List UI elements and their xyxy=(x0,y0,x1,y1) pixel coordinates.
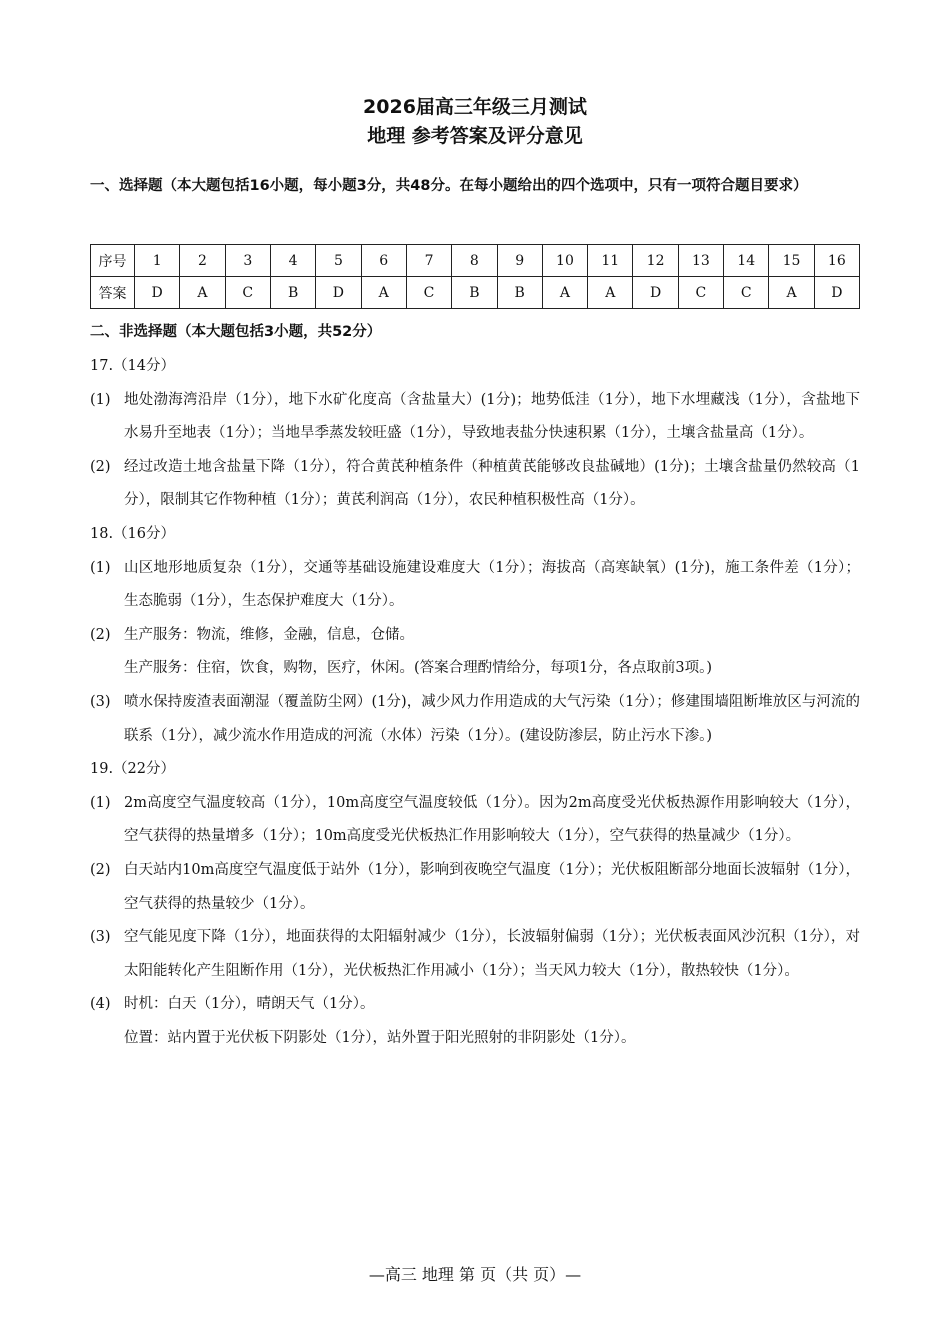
item-text: 生产服务：物流，维修，金融，信息，仓储。 xyxy=(124,626,414,643)
table-cell-answer: A xyxy=(180,277,225,309)
document-title: 2026届高三年级三月测试 xyxy=(363,96,587,118)
table-label-answer: 答案 xyxy=(91,277,135,309)
table-cell-answer: A xyxy=(769,277,814,309)
table-cell-answer: A xyxy=(361,277,406,309)
item-number: (2) xyxy=(90,626,111,643)
item-continuation: 位置：站内置于光伏板下阴影处（1分），站外置于阳光照射的非阴影处（1分）。 xyxy=(124,1029,636,1046)
question-18-label: 18.（16分） xyxy=(90,525,176,542)
table-label-number: 序号 xyxy=(91,245,135,277)
answer-item xyxy=(90,451,860,518)
table-cell-number: 3 xyxy=(225,245,270,277)
table-cell-answer: D xyxy=(814,277,859,309)
item-text: 山区地形地质复杂（1分），交通等基础设施建设难度大（1分）；海拔高（高寒缺氧）(1分)，施工条件差（1分）；生态脆弱（1分），生态保护难度大（1分）。 xyxy=(124,559,860,610)
section2-heading: 二、非选择题（本大题包括3小题，共52分） xyxy=(90,324,382,340)
table-cell-answer: C xyxy=(724,277,769,309)
item-number: (2) xyxy=(90,861,111,878)
table-cell-number: 16 xyxy=(814,245,859,277)
question-17-label: 17.（14分） xyxy=(90,358,176,374)
table-cell-answer: B xyxy=(270,277,315,309)
answer-item xyxy=(90,988,860,1022)
table-cell-number: 10 xyxy=(542,245,587,277)
document-subtitle: 地理 参考答案及评分意见 xyxy=(367,125,583,147)
question-19-label: 19.（22分） xyxy=(90,761,176,778)
table-cell-number: 7 xyxy=(406,245,451,277)
table-cell-number: 2 xyxy=(180,245,225,277)
answer-item xyxy=(90,921,860,988)
table-cell-answer: D xyxy=(633,277,678,309)
table-cell-number: 9 xyxy=(497,245,542,277)
table-cell-number: 6 xyxy=(361,245,406,277)
item-text: 时机：白天（1分），晴朗天气（1分）。 xyxy=(124,996,375,1013)
table-cell-number: 5 xyxy=(316,245,361,277)
table-cell-number: 14 xyxy=(724,245,769,277)
table-cell-number: 8 xyxy=(452,245,497,277)
table-cell-answer: B xyxy=(452,277,497,309)
answer-item xyxy=(90,384,860,451)
answer-table-answer-row xyxy=(91,277,860,309)
item-number: (2) xyxy=(90,458,111,475)
answer-item xyxy=(90,787,860,854)
item-number: (3) xyxy=(90,929,111,946)
item-text: 白天站内10m高度空气温度低于站外（1分），影响到夜晚空气温度（1分）；光伏板阻断部分地面长波辐射（1分），空气获得的热量较少（1分）。 xyxy=(124,861,860,912)
item-number: (1) xyxy=(90,559,111,576)
table-cell-number: 15 xyxy=(769,245,814,277)
answer-item xyxy=(90,686,860,753)
table-cell-number: 4 xyxy=(270,245,315,277)
table-cell-number: 12 xyxy=(633,245,678,277)
item-number: (1) xyxy=(90,391,111,408)
table-cell-number: 11 xyxy=(588,245,633,277)
answer-table-number-row xyxy=(91,245,860,277)
answer-item xyxy=(90,552,860,619)
table-cell-answer: D xyxy=(135,277,180,309)
table-cell-answer: A xyxy=(542,277,587,309)
item-text: 经过改造土地含盐量下降（1分），符合黄芪种植条件（种植黄芪能够改良盐碱地）(1分)；土壤含盐量仍然较高（1分），限制其它作物种植（1分）；黄芪利润高（1分），农民种植积极性高（1分）。 xyxy=(124,458,860,509)
table-cell-answer: D xyxy=(316,277,361,309)
table-cell-answer: C xyxy=(678,277,723,309)
section1-heading: 一、选择题（本大题包括16小题，每小题3分，共48分。在每小题给出的四个选项中，只有一项符合题目要求） xyxy=(90,178,808,194)
table-cell-answer: B xyxy=(497,277,542,309)
table-cell-number: 13 xyxy=(678,245,723,277)
item-text: 喷水保持废渣表面潮湿（覆盖防尘网）(1分)，减少风力作用造成的大气污染（1分）；修建围墙阻断堆放区与河流的联系（1分），减少流水作用造成的河流（水体）污染（1分）。(建设防渗层，防止污水下渗。) xyxy=(124,693,860,744)
item-number: (3) xyxy=(90,693,111,710)
answer-item xyxy=(90,854,860,921)
answer-body xyxy=(90,350,860,1055)
table-cell-answer: A xyxy=(588,277,633,309)
item-number: (4) xyxy=(90,996,111,1013)
page-footer: —高三 地理 第 页（共 页）— xyxy=(368,1265,582,1284)
answer-table xyxy=(90,244,860,309)
table-cell-answer: C xyxy=(406,277,451,309)
table-cell-answer: C xyxy=(225,277,270,309)
answer-item xyxy=(90,619,860,653)
table-cell-number: 1 xyxy=(135,245,180,277)
item-number: (1) xyxy=(90,794,111,811)
item-text: 地处渤海湾沿岸（1分），地下水矿化度高（含盐量大）(1分)；地势低洼（1分），地下水埋藏浅（1分），含盐地下水易升至地表（1分）；当地旱季蒸发较旺盛（1分），导致地表盐分快速积累（1分），土壤含盐量高（1分）。 xyxy=(124,391,860,442)
item-text: 2m高度空气温度较高（1分），10m高度空气温度较低（1分）。因为2m高度受光伏板热源作用影响较大（1分），空气获得的热量增多（1分）；10m高度受光伏板热汇作用影响较大（1分），空气获得的热量减少（1分）。 xyxy=(124,794,860,845)
item-text: 空气能见度下降（1分），地面获得的太阳辐射减少（1分），长波辐射偏弱（1分）；光伏板表面风沙沉积（1分），对太阳能转化产生阻断作用（1分），光伏板热汇作用减小（1分）；当天风力较大（1分），散热较快（1分）。 xyxy=(124,929,860,979)
item-continuation: 生产服务：住宿，饮食，购物，医疗，休闲。(答案合理酌情给分，每项1分，各点取前3项。) xyxy=(124,660,713,677)
